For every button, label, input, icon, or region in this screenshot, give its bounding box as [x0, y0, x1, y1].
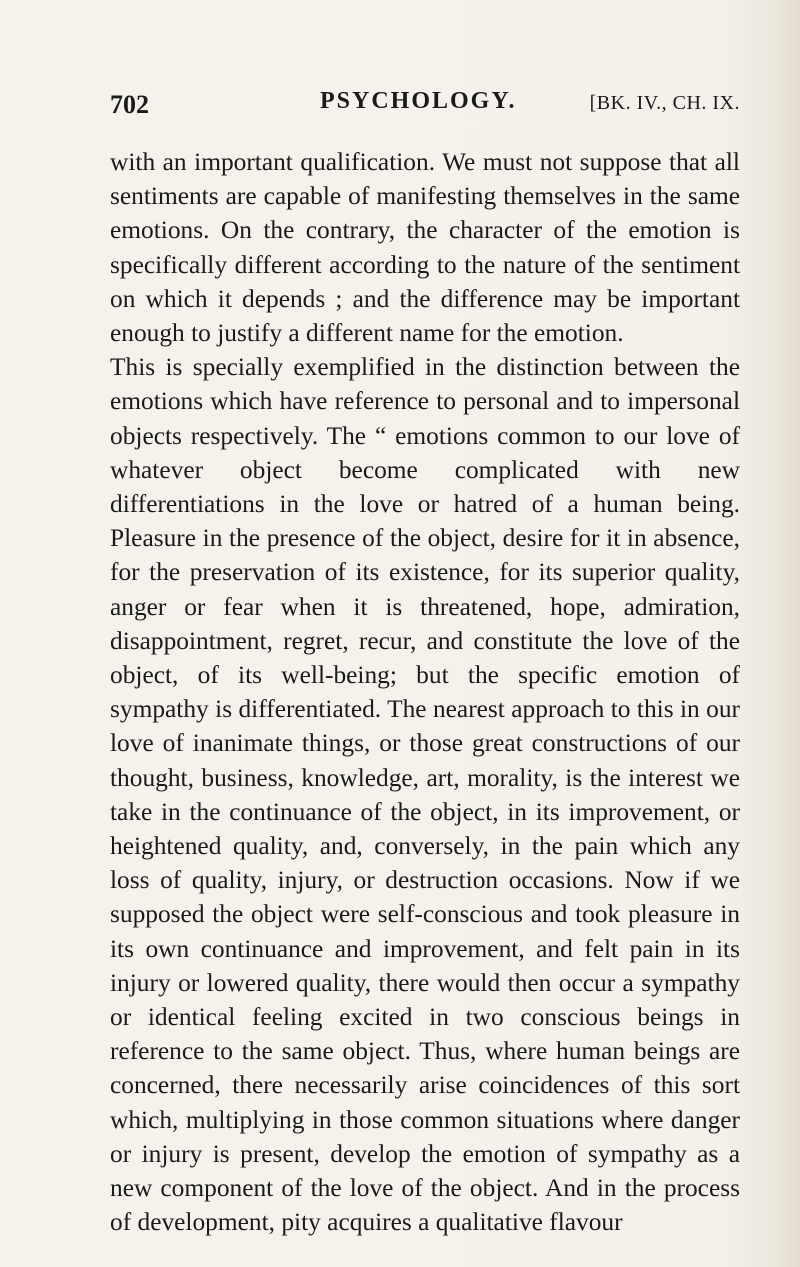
paragraph-2: This is specially exemplified in the distinction between the emotions which have reference to personal and to impersonal objects respectively. The “ emotions common to our love of whatever object become complicated with new differentiations in the love or hatred of a human being. Pleasure in the presence of the object, desire for it in absence, for the preservation of its existence, for its superior quality, anger or fear when it is threatened, hope, admiration, disappointment, regret, recur, and constitute the love of the object, of its well-being; but the specific emotion of sympathy is differentiated. The nearest approach to this in our love of inanimate things, or those great constructions of our thought, business, knowledge, art, morality, is the interest we take in the continuance of the object, in its improvement, or heightened quality, and, conversely, in the pain which any loss of quality, injury, or destruction occasions. Now if we supposed the object were self-conscious and took pleasure in its own continuance and improvement, and felt pain in its injury or lowered quality, there would then occur a sympathy or identical feeling excited in two conscious beings in reference to the same object. Thus, where human beings are concerned, there necessarily arise coincidences of this sort which, multiplying in those common situations where danger or injury is present, develop the emotion of sympathy as a new component of the love of the object. And in the process of development, pity acquires a qualitative flavour — [110, 353, 740, 1237]
section-reference: [BK. IV., CH. IX. — [589, 92, 740, 114]
running-title: PSYCHOLOGY. — [320, 88, 517, 114]
page-header — [110, 88, 740, 128]
page-number: 702 — [110, 90, 149, 119]
body-text — [110, 145, 740, 1240]
paragraph-1: with an important qualification. We must not suppose that all sentiments are capable of manifesting themselves in the same emotions. On the contrary, the character of the emotion is specifically different according to the nature of the sentiment on which it depends ; and the difference may be important enough to justify a different name for the emotion. — [110, 148, 740, 348]
